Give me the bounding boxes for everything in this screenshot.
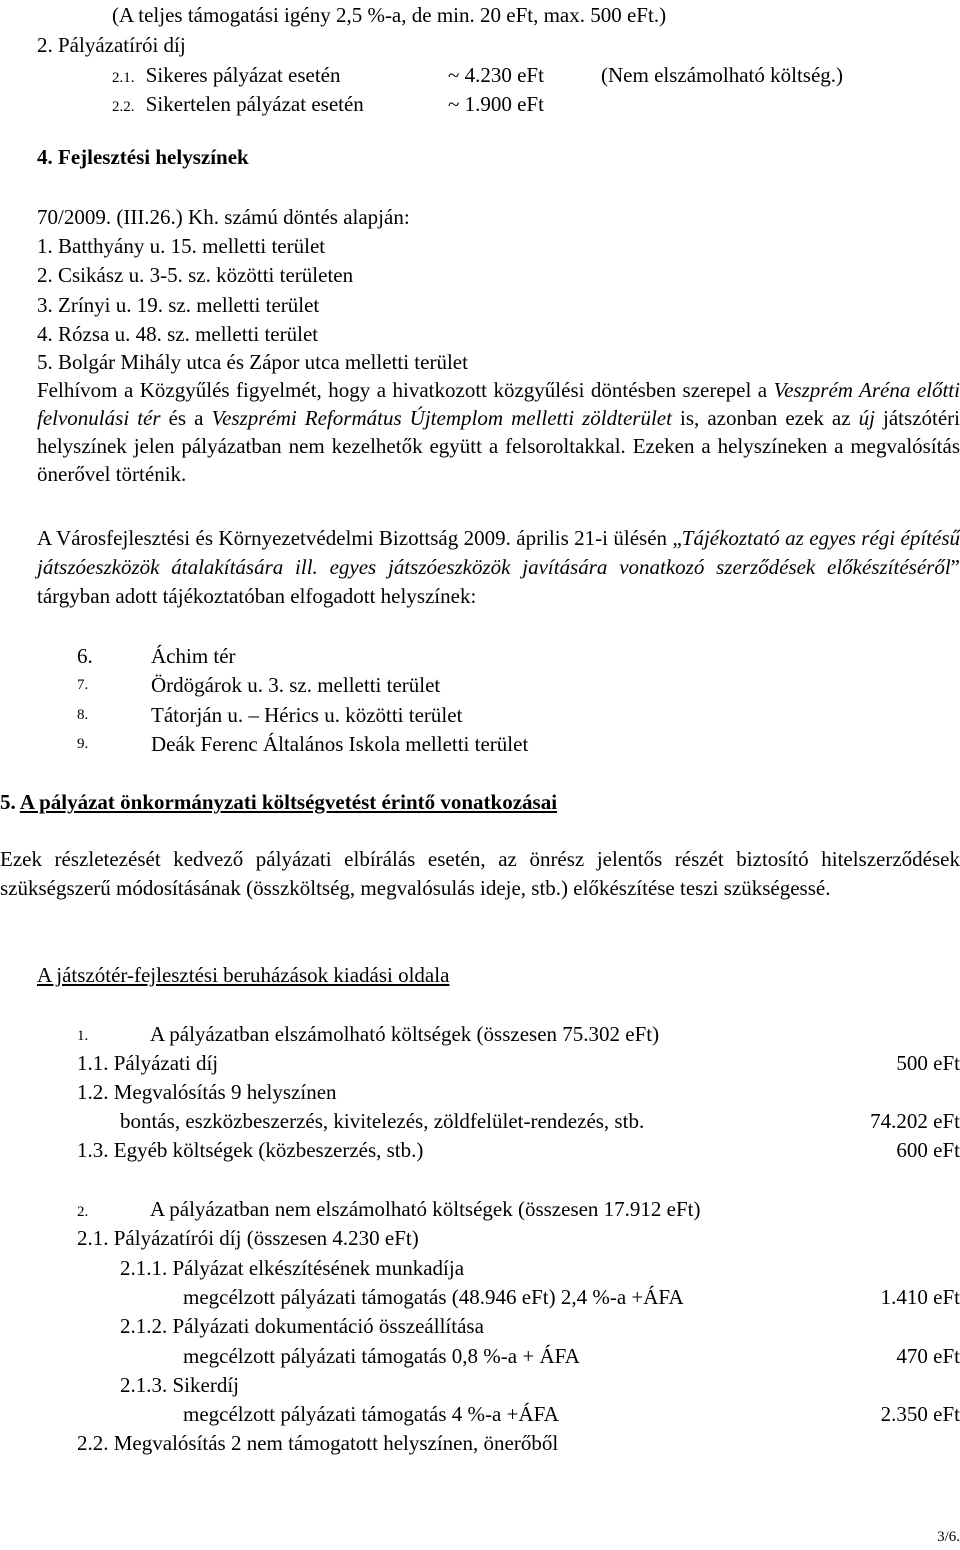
para-italic: új bbox=[858, 406, 875, 430]
location2-text: Tátorján u. – Hérics u. közötti terület bbox=[151, 703, 463, 727]
section5-paragraph: Ezek részletezését kedvező pályázati elbírálás esetén, az önrész jelentős részét biztosító hitelszerződések szükségszerű módosításának (összköltség, megvalósulás ideje, stb.) előkészítése teszi szükségessé. bbox=[0, 847, 960, 900]
cost-text: megcélzott pályázati támogatás (48.946 eFt) 2,4 %-a +ÁFA bbox=[183, 1285, 684, 1309]
cost-item bbox=[120, 1256, 464, 1280]
para-text: és a bbox=[160, 406, 212, 430]
section4-intro: 70/2009. (III.26.) Kh. számú döntés alapján: bbox=[37, 205, 410, 229]
location-item: 2. Csikász u. 3-5. sz. közötti területen bbox=[37, 263, 354, 287]
para-italic: Veszprémi Református Újtemplom melletti zöldterület bbox=[211, 406, 672, 430]
cost-value: 500 eFt bbox=[896, 1051, 960, 1075]
cost-num: 2.1.1. bbox=[120, 1256, 168, 1280]
para-italic: Tájékoztató az egyes régi építésű játszóeszközök átalakítására ill. egyes játszóeszközök javítására vonatkozó szerződések előkészítéséről bbox=[37, 526, 960, 579]
para-text: A Városfejlesztési és Környezetvédelmi Bizottság 2009. április 21-i ülésén „ bbox=[37, 526, 682, 550]
location2-num: 8. bbox=[77, 707, 89, 723]
cost-text: Pályázati díj bbox=[113, 1051, 219, 1075]
cost-num: 2.2. bbox=[77, 1431, 109, 1455]
cost-num: 2.1. bbox=[77, 1226, 109, 1250]
cost-num: 2. bbox=[77, 1204, 89, 1220]
cost-text: Sikerdíj bbox=[172, 1373, 239, 1397]
cost-text: A pályázatban elszámolható költségek (összesen 75.302 eFt) bbox=[150, 1022, 660, 1046]
top-note: (A teljes támogatási igény 2,5 %-a, de min. 20 eFt, max. 500 eFt.) bbox=[112, 3, 667, 27]
fee-row bbox=[112, 92, 364, 119]
cost-item bbox=[120, 1314, 484, 1338]
cost-text: Megvalósítás 9 helyszínen bbox=[113, 1080, 337, 1104]
page-number: 3/6. bbox=[937, 1529, 960, 1545]
cost-num: 1.2. bbox=[77, 1080, 109, 1104]
fee-row-note: (Nem elszámolható költség.) bbox=[601, 63, 844, 87]
cost-text: A pályázatban nem elszámolható költségek (összesen 17.912 eFt) bbox=[150, 1197, 701, 1221]
cost-value: 74.202 eFt bbox=[870, 1109, 960, 1133]
cost-num: 1.1. bbox=[77, 1051, 109, 1075]
cost-text: Pályázati dokumentáció összeállítása bbox=[172, 1314, 484, 1338]
fee-row-num: 2.1. bbox=[112, 70, 135, 86]
cost-text: Pályázatírói díj (összesen 4.230 eFt) bbox=[113, 1226, 419, 1250]
section4-paragraph-2 bbox=[37, 524, 960, 611]
section4-heading: 4. Fejlesztési helyszínek bbox=[37, 145, 249, 169]
cost-item bbox=[120, 1373, 239, 1397]
cost-text: Egyéb költségek (közbeszerzés, stb.) bbox=[113, 1138, 424, 1162]
fee-row-label: Sikertelen pályázat esetén bbox=[145, 92, 364, 116]
fee-row bbox=[112, 63, 341, 90]
location2-text: Ördögárok u. 3. sz. melletti terület bbox=[151, 673, 441, 697]
fee-row-label: Sikeres pályázat esetén bbox=[145, 63, 341, 87]
location-item: 4. Rózsa u. 48. sz. melletti terület bbox=[37, 322, 319, 346]
cost-num: 2.1.3. bbox=[120, 1373, 168, 1397]
cost-text: bontás, eszközbeszerzés, kivitelezés, zöldfelület-rendezés, stb. bbox=[120, 1109, 645, 1133]
section5-heading bbox=[0, 790, 557, 814]
cost-num: 1. bbox=[77, 1028, 89, 1044]
cost-text: Pályázat elkészítésének munkadíja bbox=[172, 1256, 465, 1280]
fee-heading: 2. Pályázatírói díj bbox=[37, 33, 186, 57]
cost-item bbox=[77, 1080, 337, 1104]
section5-subheading: A játszótér-fejlesztési beruházások kiadási oldala bbox=[37, 963, 450, 987]
location2-text: Áchim tér bbox=[151, 644, 236, 668]
location2-text: Deák Ferenc Általános Iskola melletti terület bbox=[151, 732, 529, 756]
para-text: is, azonban ezek az bbox=[671, 406, 859, 430]
cost-item bbox=[77, 1431, 558, 1455]
cost-text: megcélzott pályázati támogatás 0,8 %-a + ÁFA bbox=[183, 1344, 580, 1368]
location2-num: 9. bbox=[77, 736, 89, 752]
section5-title: A pályázat önkormányzati költségvetést érintő vonatkozásai bbox=[19, 790, 558, 814]
cost-text: megcélzott pályázati támogatás 4 %-a +ÁFA bbox=[183, 1402, 559, 1426]
cost-num: 2.1.2. bbox=[120, 1314, 168, 1338]
location-item: 5. Bolgár Mihály utca és Zápor utca melletti terület bbox=[37, 350, 468, 374]
cost-value: 2.350 eFt bbox=[880, 1402, 960, 1426]
section4-paragraph-1 bbox=[37, 376, 960, 488]
para-text: játszótéri helyszínek jelen pályázatban nem kezelhetők együtt a felsoroltakkal. Ezeken a helyszíneken a megvalósítás önerővel történik. bbox=[37, 406, 960, 486]
cost-item bbox=[77, 1226, 419, 1250]
section5-num: 5. bbox=[0, 790, 16, 814]
location2-num: 6. bbox=[77, 644, 93, 668]
fee-row-value: ~ 4.230 eFt bbox=[448, 63, 544, 87]
cost-text: Megvalósítás 2 nem támogatott helyszínen, önerőből bbox=[113, 1431, 559, 1455]
fee-row-value: ~ 1.900 eFt bbox=[448, 92, 544, 116]
location-item: 3. Zrínyi u. 19. sz. melletti terület bbox=[37, 293, 320, 317]
fee-row-num: 2.2. bbox=[112, 99, 135, 115]
cost-value: 470 eFt bbox=[896, 1344, 960, 1368]
para-text: ” tárgyban adott tájékoztatóban elfogadott helyszínek: bbox=[37, 555, 960, 608]
location2-num: 7. bbox=[77, 677, 89, 693]
para-text: Felhívom a Közgyűlés figyelmét, hogy a hivatkozott közgyűlési döntésben szerepel a bbox=[37, 378, 774, 402]
cost-item bbox=[77, 1051, 218, 1075]
para-italic: Veszprém Aréna előtti felvonulási tér bbox=[37, 378, 960, 430]
location-item: 1. Batthyány u. 15. melletti terület bbox=[37, 234, 326, 258]
cost-value: 1.410 eFt bbox=[880, 1285, 960, 1309]
cost-value: 600 eFt bbox=[896, 1138, 960, 1162]
cost-item bbox=[77, 1138, 423, 1162]
cost-num: 1.3. bbox=[77, 1138, 109, 1162]
